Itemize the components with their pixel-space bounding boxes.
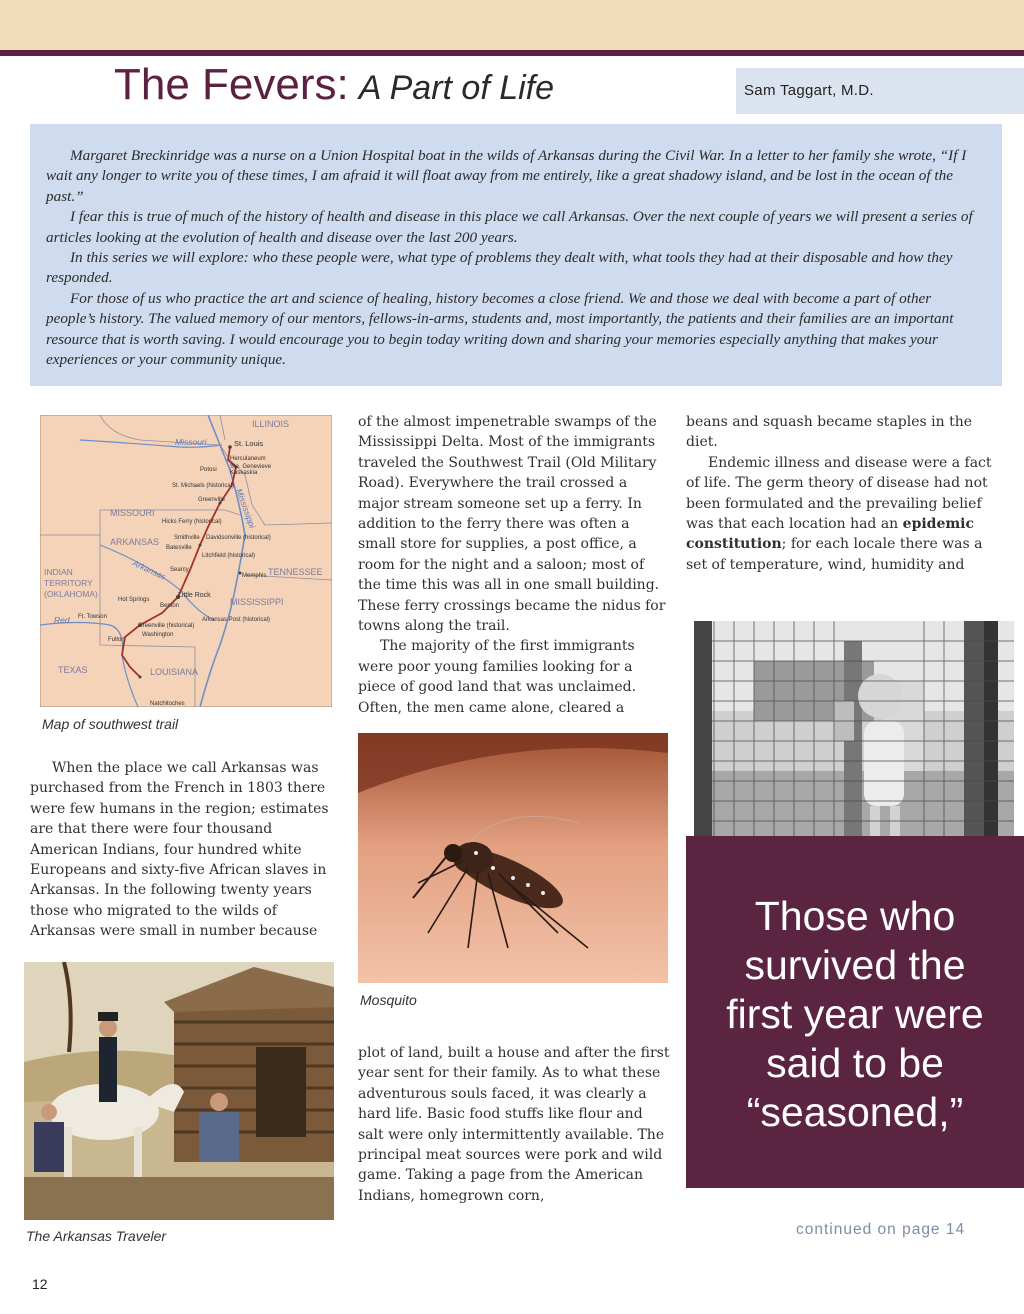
map-place: Natchitoches [150,701,185,707]
pull-quote-line: “seasoned,” [746,1089,964,1135]
map-label: ARKANSAS [110,537,160,547]
intro-paragraph: For those of us who practice the art and science of healing, history becomes a close friend. We and those we deal with become a part of other people’s history. The valued memory of our mentors, fellows-in-arms, students and, most importantly, the patients and their families are an important resource that is worth saving. I would encourage you to begin today writing down and sharing your memories especially anything that makes your experiences or your community unique. [46,289,954,369]
pull-quote [686,836,1024,1188]
map-place: Batesville [166,545,192,551]
traveler-caption: The Arkansas Traveler [26,1228,167,1244]
map-river-label: Mississippi [234,487,258,530]
body-paragraph: Endemic illness and disease were a fact of life. The germ theory of disease had not been formulated and the prevailing belief was that each location had an epidemic constitution; for each locale there was a set of temperature, wind, humidity and [686,454,992,573]
mosquito-caption: Mosquito [360,992,417,1008]
map-place: Searcy [170,567,189,573]
map-label: (OKLAHOMA) [44,589,98,599]
map-caption: Map of southwest trail [42,716,179,732]
pull-quote-line: Those who [754,893,956,939]
map-river-label: Red [54,615,70,625]
pull-quote-line: first year were [726,991,984,1037]
map-place: Memphis [242,573,267,579]
map-place: Ft. Towson [78,614,107,620]
pull-quote-line: said to be [766,1040,944,1086]
page-number: 12 [32,1276,48,1292]
map-place: Hicks Ferry (historical) [162,519,222,525]
map-place: St. Louis [234,439,264,448]
child-behind-fence-photo [694,621,1014,863]
mosquito-photo [358,733,668,983]
map-place: Herculaneum [230,456,266,462]
map-place: St. Michaels (historical) [172,483,235,489]
intro-box [30,124,1002,386]
column-1 [30,758,336,942]
map-place: Davidsonville (historical) [206,535,271,541]
emphasis-term: epidemic constitution [686,516,975,553]
map-label: TERRITORY [44,578,93,588]
map-label: MISSOURI [110,508,155,518]
top-rule [0,50,1024,56]
map-label: TEXAS [58,665,88,675]
pull-quote-line: survived the [744,942,966,988]
map-river-label: Missouri [175,437,207,447]
body-paragraph: plot of land, built a house and after the first year sent for their family. As to what these adventurous souls faced, it was clearly a hard life. Basic food stuffs like flour and salt were only intermittently available. The principal meat sources were pork and wild game. Taking a page from the American Indians, homegrown corn, [358,1045,670,1204]
map-place: Washington [142,632,174,638]
article-title [114,60,554,110]
map-place: Litchfield (historical) [202,553,256,559]
arkansas-traveler-image [24,962,334,1220]
map-place: Kaskaskia [230,470,258,476]
column-3 [686,412,996,575]
map-place: Little Rock [178,592,211,599]
map-place: Arkansas Post (historical) [202,617,271,623]
intro-paragraph: In this series we will explore: who these people were, what type of problems they dealt with, what tools they had at their disposable and how they responded. [46,249,953,287]
author-byline: Sam Taggart, M.D. [736,68,1024,114]
map-label: TENNESSEE [268,567,323,577]
body-paragraph: When the place we call Arkansas was purchased from the French in 1803 there were few humans in the region; estimates are that there were four thousand American Indians, four hundred white Europeans and sixty-five African slaves in Arkansas. In the following twenty years those who migrated to the wilds of Arkansas were small in number because [30,760,329,940]
intro-paragraph: Margaret Breckinridge was a nurse on a Union Hospital boat in the wilds of Arkansas during the Civil War. In a letter to her family she wrote, “If I wait any longer to write you of these times, I am afraid it will float away from me entirely, like a great shadowy island, and be lost in the ocean of the past.” [46,147,967,205]
body-paragraph: beans and squash became staples in the diet. [686,414,973,451]
body-paragraph: The majority of the first immigrants were poor young families looking for a piece of good land that was unclaimed. Often, the men came alone, cleared a [358,638,637,716]
title-subtitle: A Part of Life [358,69,555,107]
map-place: Fulton [108,637,125,643]
map-river-label: Arkansas [131,557,168,582]
intro-paragraph: I fear this is true of much of the history of health and disease in this place we call Arkansas. Over the next couple of years we will present a series of articles looking at the evolution of health and disease over the last 200 years. [46,208,973,246]
title-main: The Fevers: [114,60,349,109]
southwest-trail-map [40,415,332,707]
column-2 [358,412,670,718]
map-place: Ste. Genevieve [230,464,272,470]
map-place: Greenville [198,497,226,503]
map-label: ILLINOIS [252,419,290,429]
map-place: Greenville (historical) [138,623,195,629]
map-place: Hot Springs [118,597,150,603]
map-place: Smithville [174,535,200,541]
map-place: Benton [160,603,180,609]
body-paragraph: of the almost impenetrable swamps of the Mississippi Delta. Most of the immigrants traveled the Southwest Trail (Old Military Road). Everywhere the trail crossed a major stream someone set up a ferry. In addition to the ferry there was often a small store for supplies, a post office, a room for the night and a saloon; most of the time this was all in one small building. These ferry crossings became the nidus for towns along the trail. [358,414,666,635]
column-2-continued [358,1043,670,1206]
map-label: MISSISSIPPI [230,597,284,607]
continued-link[interactable]: continued on page 14 [796,1221,966,1238]
map-label: INDIAN [44,567,73,577]
top-band [0,0,1024,50]
map-label: LOUISIANA [150,667,199,677]
map-place: Potosi [200,467,217,473]
